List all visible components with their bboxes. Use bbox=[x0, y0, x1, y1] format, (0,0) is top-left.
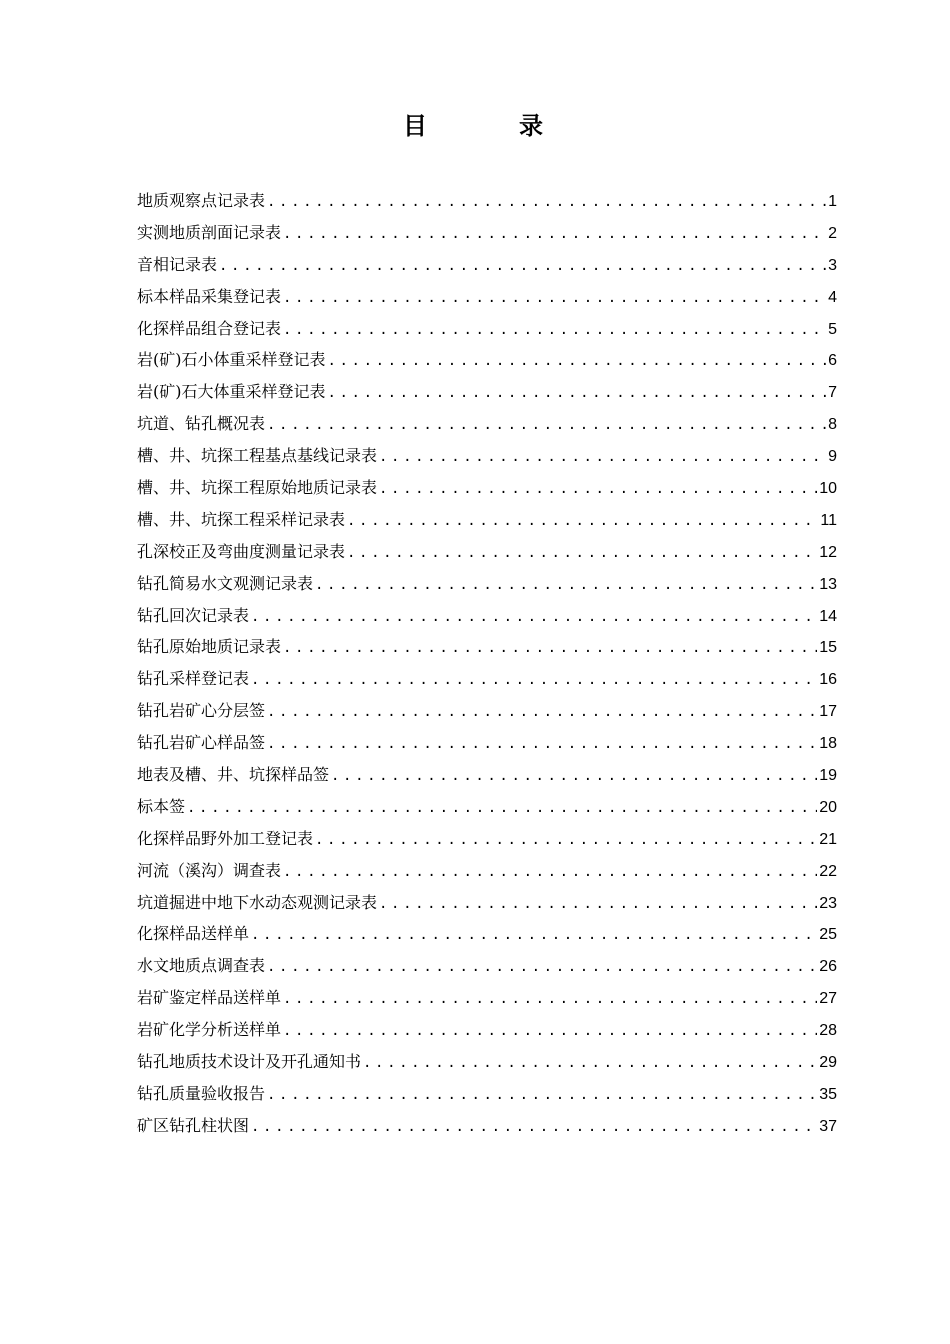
toc-dot-leader bbox=[283, 857, 817, 889]
toc-dot-leader bbox=[267, 729, 817, 761]
toc-dot-leader bbox=[315, 825, 817, 857]
toc-entry[interactable] bbox=[137, 376, 837, 408]
toc-entry-label: 岩矿化学分析送样单 bbox=[137, 1020, 282, 1040]
toc-entry[interactable] bbox=[137, 1046, 837, 1078]
toc-entry[interactable] bbox=[137, 440, 837, 472]
toc-entry-page-number: 14 bbox=[819, 607, 837, 625]
toc-dot-leader bbox=[251, 1112, 817, 1144]
toc-entry-page-number: 18 bbox=[819, 735, 837, 753]
toc-entry-label: 孔深校正及弯曲度测量记录表 bbox=[137, 541, 346, 561]
toc-entry[interactable] bbox=[137, 1110, 837, 1142]
toc-entry[interactable] bbox=[137, 982, 837, 1014]
toc-entry-label: 岩(矿)石大体重采样登记表 bbox=[137, 382, 326, 402]
toc-entry-page-number: 13 bbox=[819, 575, 837, 593]
toc-entry-page-number: 7 bbox=[828, 384, 837, 402]
toc-dot-leader bbox=[267, 952, 817, 984]
toc-dot-leader bbox=[267, 410, 826, 442]
toc-entry-page-number: 3 bbox=[828, 256, 837, 274]
toc-entry-label: 钻孔地质技术设计及开孔通知书 bbox=[137, 1052, 362, 1072]
toc-entry-label: 地质观察点记录表 bbox=[137, 191, 266, 210]
toc-entry[interactable] bbox=[137, 600, 837, 632]
toc-dot-leader bbox=[251, 602, 817, 634]
toc-entry-page-number: 23 bbox=[819, 894, 837, 912]
toc-entry-label: 槽、井、坑探工程采样记录表 bbox=[137, 509, 346, 529]
toc-dot-leader bbox=[379, 474, 817, 506]
toc-dot-leader bbox=[347, 538, 817, 570]
toc-entry-page-number: 2 bbox=[828, 224, 837, 242]
toc-entry[interactable] bbox=[137, 472, 837, 504]
toc-entry-label: 槽、井、坑探工程原始地质记录表 bbox=[137, 478, 378, 498]
toc-entry[interactable] bbox=[137, 217, 837, 249]
toc-dot-leader bbox=[283, 219, 826, 251]
toc-entry[interactable] bbox=[137, 568, 837, 600]
toc-entry-label: 化探样品送样单 bbox=[137, 924, 250, 944]
toc-entry-page-number: 28 bbox=[819, 1022, 837, 1040]
toc-entry-label: 矿区钻孔柱状图 bbox=[137, 1115, 250, 1135]
toc-dot-leader bbox=[331, 761, 817, 793]
toc-entry-page-number: 8 bbox=[828, 416, 837, 434]
toc-dot-leader bbox=[315, 570, 817, 602]
toc-entry-page-number: 9 bbox=[828, 448, 837, 466]
toc-entry-page-number: 15 bbox=[819, 639, 837, 657]
toc-entry-page-number: 12 bbox=[819, 543, 837, 561]
toc-dot-leader bbox=[219, 251, 826, 283]
toc-dot-leader bbox=[267, 697, 817, 729]
toc-entry[interactable] bbox=[137, 281, 837, 313]
toc-entry-label: 岩矿鉴定样品送样单 bbox=[137, 988, 282, 1008]
toc-entry-label: 钻孔质量验收报告 bbox=[137, 1083, 266, 1103]
toc-dot-leader bbox=[267, 1080, 817, 1112]
toc-entry[interactable] bbox=[137, 631, 837, 663]
toc-dot-leader bbox=[187, 793, 817, 825]
toc-entry[interactable] bbox=[137, 408, 837, 440]
toc-entry-label: 坑道掘进中地下水动态观测记录表 bbox=[137, 892, 378, 912]
toc-entry[interactable] bbox=[137, 695, 837, 727]
toc-entry-page-number: 10 bbox=[819, 480, 837, 498]
toc-dot-leader bbox=[283, 315, 826, 347]
toc-entry[interactable] bbox=[137, 918, 837, 950]
toc-dot-leader bbox=[379, 889, 817, 921]
toc-entry-page-number: 27 bbox=[819, 990, 837, 1008]
toc-dot-leader bbox=[328, 378, 827, 410]
toc-dot-leader bbox=[283, 1016, 817, 1048]
toc-entry-label: 实测地质剖面记录表 bbox=[137, 222, 282, 242]
toc-entry[interactable] bbox=[137, 887, 837, 919]
toc-entry-label: 钻孔回次记录表 bbox=[137, 605, 250, 625]
toc-dot-leader bbox=[363, 1048, 817, 1080]
toc-entry[interactable] bbox=[137, 1078, 837, 1110]
toc-entry-page-number: 5 bbox=[828, 320, 837, 338]
toc-entry[interactable] bbox=[137, 504, 837, 536]
toc-entry-page-number: 29 bbox=[819, 1054, 837, 1072]
toc-dot-leader bbox=[267, 187, 826, 219]
toc-entry-page-number: 6 bbox=[828, 352, 837, 370]
toc-entry[interactable] bbox=[137, 791, 837, 823]
toc-entry-label: 河流（溪沟）调查表 bbox=[137, 860, 282, 880]
toc-entry-page-number: 25 bbox=[819, 926, 837, 944]
table-of-contents bbox=[137, 185, 837, 1142]
toc-dot-leader bbox=[328, 346, 827, 378]
toc-dot-leader bbox=[251, 665, 817, 697]
toc-entry[interactable] bbox=[137, 344, 837, 376]
toc-entry-page-number: 21 bbox=[819, 830, 837, 848]
toc-entry-page-number: 22 bbox=[819, 862, 837, 880]
toc-entry-label: 槽、井、坑探工程基点基线记录表 bbox=[137, 446, 378, 466]
toc-entry[interactable] bbox=[137, 950, 837, 982]
toc-entry-label: 钻孔采样登记表 bbox=[137, 669, 250, 689]
toc-entry-page-number: 17 bbox=[819, 703, 837, 721]
toc-entry-page-number: 35 bbox=[819, 1085, 837, 1103]
toc-entry-label: 水文地质点调查表 bbox=[137, 956, 266, 976]
toc-entry-page-number: 11 bbox=[820, 511, 837, 529]
toc-entry[interactable] bbox=[137, 1014, 837, 1046]
toc-entry-label: 音相记录表 bbox=[137, 254, 218, 274]
toc-entry-page-number: 37 bbox=[819, 1117, 837, 1135]
toc-entry-label: 化探样品野外加工登记表 bbox=[137, 828, 314, 848]
toc-entry[interactable] bbox=[137, 663, 837, 695]
toc-entry[interactable] bbox=[137, 185, 837, 217]
toc-entry-label: 钻孔岩矿心分层签 bbox=[137, 701, 266, 721]
toc-entry-page-number: 26 bbox=[819, 958, 837, 976]
toc-dot-leader bbox=[283, 984, 817, 1016]
toc-entry[interactable] bbox=[137, 536, 837, 568]
toc-entry-label: 坑道、钻孔概况表 bbox=[137, 414, 266, 434]
toc-entry-label: 地表及槽、井、坑探样品签 bbox=[137, 765, 330, 785]
toc-entry[interactable] bbox=[137, 313, 837, 345]
toc-dot-leader bbox=[379, 442, 826, 474]
toc-dot-leader bbox=[347, 506, 818, 538]
toc-entry-label: 钻孔原始地质记录表 bbox=[137, 637, 282, 657]
page-title: 目 录 bbox=[403, 112, 577, 140]
toc-entry-page-number: 4 bbox=[828, 288, 837, 306]
toc-entry[interactable] bbox=[137, 759, 837, 791]
toc-entry-page-number: 20 bbox=[819, 798, 837, 816]
toc-entry-page-number: 1 bbox=[828, 193, 837, 210]
toc-entry[interactable] bbox=[137, 727, 837, 759]
toc-entry-label: 标本签 bbox=[137, 796, 186, 816]
toc-entry-label: 钻孔岩矿心样品签 bbox=[137, 733, 266, 753]
toc-entry-label: 化探样品组合登记表 bbox=[137, 318, 282, 338]
toc-entry-page-number: 19 bbox=[819, 767, 837, 785]
toc-dot-leader bbox=[283, 283, 826, 315]
toc-entry[interactable] bbox=[137, 249, 837, 281]
toc-dot-leader bbox=[251, 920, 817, 952]
toc-entry-label: 钻孔简易水文观测记录表 bbox=[137, 573, 314, 593]
toc-entry[interactable] bbox=[137, 855, 837, 887]
toc-entry[interactable] bbox=[137, 823, 837, 855]
toc-entry-page-number: 16 bbox=[819, 671, 837, 689]
toc-entry-label: 标本样品采集登记表 bbox=[137, 286, 282, 306]
toc-dot-leader bbox=[283, 633, 817, 665]
toc-entry-label: 岩(矿)石小体重采样登记表 bbox=[137, 350, 326, 370]
